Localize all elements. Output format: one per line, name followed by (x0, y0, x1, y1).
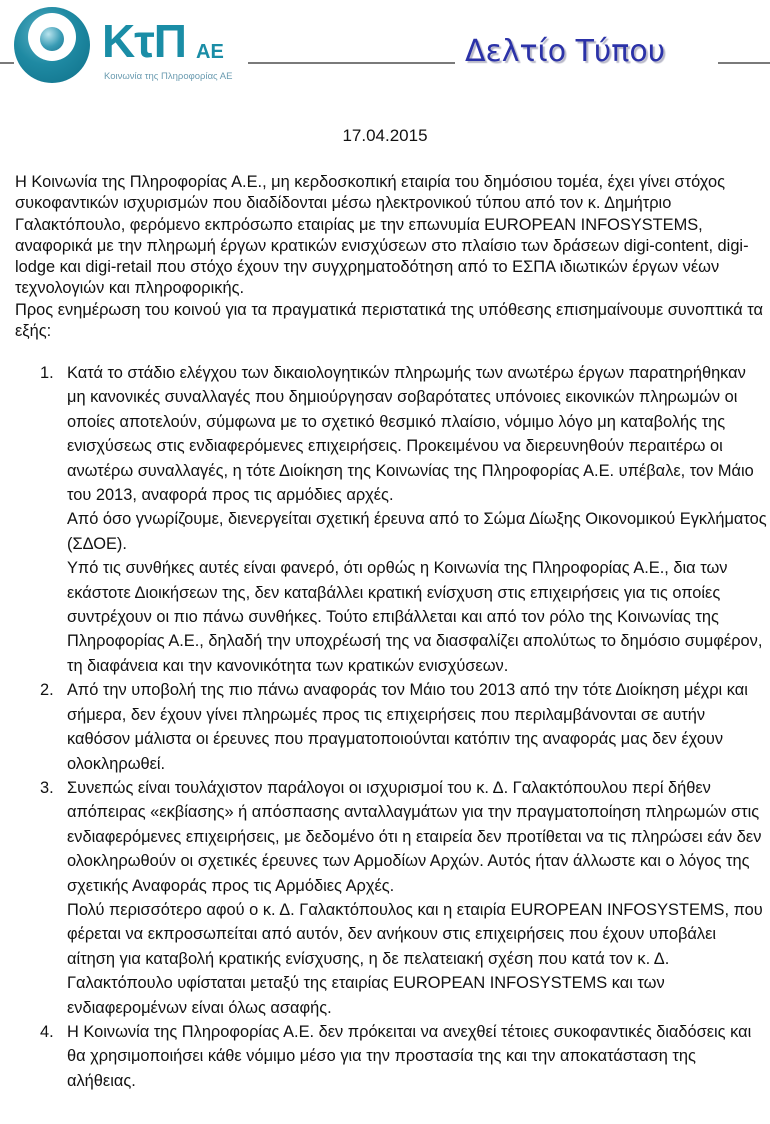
intro-summary-line: Προς ενημέρωση του κοινού για τα πραγματικά περιστατικά της υπόθεσης επισημαίνουμε συνοπτικά τα εξής: (15, 300, 764, 341)
item-paragraph: Από όσο γνωρίζουμε, διενεργείται σχετική έρευνα από το Σώμα Δίωξης Οικονομικού Εγκλήματος (ΣΔΟΕ). (67, 510, 767, 553)
logo-dot (40, 27, 64, 51)
press-release-title: Δελτίο Τύπου (465, 34, 666, 69)
item-paragraph: Πολύ περισσότερο αφού ο κ. Δ. Γαλακτόπουλος και η εταιρία EUROPEAN INFOSYSTEMS, που φέρεται να εκπροσωπείται από αυτόν, δεν ανήκουν στις επιχειρήσεις που έχουν υποβάλει αίτηση για καταβολή κρατικής ενίσχυσης, η δε πελατειακή σχέση που κατά τον κ. Δ. Γαλακτόπουλο υφίσταται μεταξύ της εταιρίας EUROPEAN INFOSYSTEMS και των ενδιαφερομένων είναι όλως ασαφής. (67, 900, 763, 1017)
intro-paragraph: Η Κοινωνία της Πληροφορίας Α.Ε., μη κερδοσκοπική εταιρία του δημόσιου τομέα, έχει γίνει στόχος συκοφαντικών ισχυρισμών που διαδίδονται μέσω ηλεκτρονικού τύπου από τον κ. Δημήτριο Γαλακτόπουλο, φερόμενο εκπρόσωπο εταιρίας με την επωνυμία EUROPEAN INFOSYSTEMS, αναφορικά με την πληρωμή έργων κρατικών ενισχύσεων στο πλαίσιο των δράσεων digi-content, digi-lodge και digi-retail που στόχο έχουν την συγχρηματοδότηση από το ΕΣΠΑ ιδιωτικών έργων νέων τεχνολογιών και πληροφορικής. (15, 173, 749, 298)
document-date: 17.04.2015 (342, 126, 428, 145)
list-item (15, 678, 767, 776)
header-rule-left (0, 62, 14, 64)
ktp-circle-logo-icon (14, 7, 90, 83)
item-number: 2. (40, 681, 54, 700)
item-number: 3. (40, 778, 54, 797)
item-paragraph: Από την υποβολή της πιο πάνω αναφοράς τον Μάιο του 2013 από την τότε Διοίκηση μέχρι και σήμερα, δεν έχουν γίνει πληρωμές προς τις επιχειρήσεις που περιλαμβάνονται σε αυτήν καθόσον μάλιστα οι έρευνες που πραγματοποιούνται κατόπιν της αναφοράς μας δεν έχουν ολοκληρωθεί. (67, 681, 748, 773)
item-paragraph: Συνεπώς είναι τουλάχιστον παράλογοι οι ισχυρισμοί του κ. Δ. Γαλακτόπουλου περί δήθεν απόπειρας «εκβίασης» ή απόσπασης ανταλλαγμάτων για την πραγματοποίηση πληρωμών στις ενδιαφερόμενες επιχειρήσεις, με δεδομένο ότι η εταιρεία δεν προτίθεται να τις πληρώσει εάν δεν ολοκληρωθούν οι σχετικές έρευνες των Αρμοδίων Αρχών. Αυτός ήταν άλλωστε και ο λόγος της σχετικής Αναφοράς προς τις Αρμόδιες Αρχές. (67, 778, 762, 895)
item-number: 4. (40, 1022, 54, 1041)
item-number: 1. (40, 364, 54, 382)
item-paragraph: Υπό τις συνθήκες αυτές είναι φανερό, ότι ορθώς η Κοινωνία της Πληροφορίας Α.Ε., δια των εκάστοτε Διοικήσεων της, δεν καταβάλλει κρατική ενίσχυση στις επιχειρήσεις για τις οποίες συντρέχουν οι πιο πάνω συνθήκες. Τούτο επιβάλλεται και από τον ρόλο της Κοινωνίας της Πληροφορίας Α.Ε., δηλαδή την υποχρέωσή της να διασφαλίζει απολύτως το δημόσιο συμφέρον, τη διαφάνεια και την κανονικότητα των κρατικών ενισχύσεων. (67, 559, 763, 675)
letterhead (0, 0, 770, 100)
list-item (15, 776, 767, 1020)
logo-wordmark: ΚτΠ (102, 15, 186, 67)
header-rule-right (718, 62, 770, 64)
list-item (15, 361, 767, 678)
item-paragraph: Κατά το στάδιο ελέγχου των δικαιολογητικών πληρωμής των ανωτέρω έργων παρατηρήθηκαν μη κανονικές συναλλαγές που δημιούργησαν σοβαρότατες υπόνοιες εικονικών πληρωμών οι οποίες αποτελούν, σύμφωνα με το σχετικό θεσμικό πλαίσιο, νόμιμο λόγο μη καταβολής της ενισχύσεως στις ενδιαφερόμενες επιχειρήσεις. Προκειμένου να διερευνηθούν περαιτέρω οι ανωτέρω συναλλαγές, η τότε Διοίκηση της Κοινωνίας της Πληροφορίας Α.Ε. υπέβαλε, τον Μάιο του 2013, αναφορά προς τις αρμόδιες αρχές. (67, 364, 754, 505)
logo-suffix: ΑΕ (196, 41, 224, 63)
list-item (15, 1020, 767, 1093)
item-paragraph: Η Κοινωνία της Πληροφορίας Α.Ε. δεν πρόκειται να ανεχθεί τέτοιες συκοφαντικές διαδόσεις και θα χρησιμοποιήσει κάθε νόμιμο μέσο για την προστασία της και την αποκατάσταση της αλήθειας. (67, 1022, 752, 1090)
header-rule-middle-right (385, 62, 455, 64)
header-rule-middle (248, 62, 388, 64)
intro-section (15, 172, 765, 342)
logo-subtitle: Κοινωνία της Πληροφορίας ΑΕ (104, 71, 233, 82)
numbered-points-list (15, 361, 767, 1093)
